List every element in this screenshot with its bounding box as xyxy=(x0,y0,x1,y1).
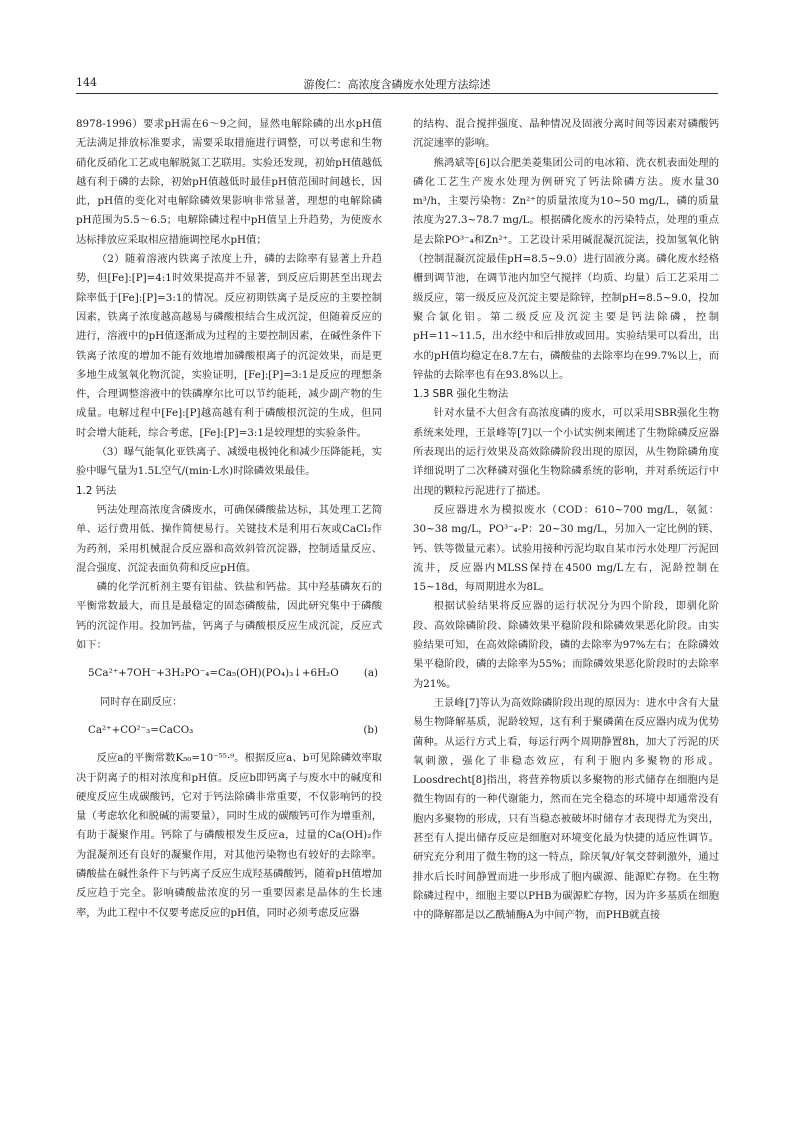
equation-a-text: 5Ca²⁺+7OH⁻+3H₂PO⁻₄=Ca₅(OH)(PO₄)₃↓+6H₂O xyxy=(88,667,339,680)
paragraph: 钙法处理高浓度含磷废水，可确保磷酸盐达标，其处理工艺简单、运行费用低、操作简便易行。关键技术是利用石灰或CaCl₂作为药剂，采用机械混合反应器和高效斜管沉淀器，控制适量反应、混合强度、沉淀表面负荷和反应pH值。 xyxy=(76,503,382,574)
paragraph: 的结构、混合搅拌强度、晶种情况及固液分离时间等因素对磷酸钙沉淀速率的影响。 xyxy=(413,118,719,150)
paragraph: 熊鸿斌等[6]以合肥美菱集团公司的电冰箱、洗衣机表面处理的磷化工艺生产废水处理为例研究了钙法除磷方法。废水量30 m³/h，主要污染物：Zn²⁺的质量浓度为10~50 mg/L，磷的质量浓度为27.3~78.7 mg/L。根据磷化废水的污染特点，处理的重点是去除PO³⁻₄和Zn²⁺。工艺设计采用碱混凝沉淀法，投加氢氧化钠（控制混凝沉淀最佳pH=8.5~9.0）进行固液分离。磷化废水经格栅到调节池，在调节池内加空气搅拌（均质、均量）后工艺采用二级反应，第一级反应及沉淀主要是除锌，控制pH=8.5~9.0，投加聚合氯化铝。第二级反应及沉淀主要是钙法除磷，控制pH=11~11.5，出水经中和后排放或回用。实验结果可以看出，出水的pH值均稳定在8.7左右，磷酸盐的去除率均在99.7%以上，而锌盐的去除率也有在93.8%以上。 xyxy=(413,156,719,381)
running-title: 游俊仁：高浓度含磷废水处理方法综述 xyxy=(303,78,491,91)
equation-b xyxy=(88,721,382,740)
page-header xyxy=(76,72,718,92)
paragraph: 磷的化学沉析剂主要有铝盐、铁盐和钙盐。其中羟基磷灰石的平衡常数最大，而且是最稳定的固态磷酸盐，因此研究集中于磷酸钙的沉淀作用。投加钙盐，钙离子与磷酸根反应生成沉淀，反应式如下： xyxy=(76,581,382,652)
paragraph: 8978-1996）要求pH需在6～9之间，显然电解除磷的出水pH值无法满足排放标准要求，需要采取措施进行调整，可以考虑和生物硝化反硝化工艺或电解脱氮工艺联用。实验还发现，初始pH值越低越有利于磷的去除，初始pH值越低时最佳pH值范围时间越长，因此，pH值的变化对电解除磷效果影响非常显著，理想的电解除磷pH范围为5.5～6.5；电解除磷过程中pH值呈上升趋势，为使废水达标排放应采取相应措施调控尾水pH值； xyxy=(76,118,382,246)
paragraph: （3）曝气能氧化亚铁离子、减缓电极钝化和减少压降能耗，实验中曝气量为1.5L空气/(min·L水)时除磷效果最佳。 xyxy=(76,446,382,478)
header-rule xyxy=(76,93,718,94)
right-column xyxy=(413,115,719,1100)
equation-a xyxy=(88,664,382,683)
page-number: 144 xyxy=(76,76,97,89)
equation-a-number: (a) xyxy=(363,667,378,680)
equation-b-text: Ca²⁺+CO²⁻₃=CaCO₃ xyxy=(88,723,194,736)
equation-b-number: (b) xyxy=(363,723,378,736)
paragraph: 反应器进水为模拟废水（COD：610~700 mg/L，氨氮：30~38 mg/L，PO³⁻₄-P：20~30 mg/L，另加入一定比例的镁、钙、铁等微量元素）。试验用接种污泥均取自某市污水处理厂污泥回流井，反应器内MLSS保持在4500 mg/L左右，泥龄控制在15~18d，每周期进水为8L。 xyxy=(413,503,719,594)
paragraph: 根据试验结果将反应器的运行状况分为四个阶段，即驯化阶段、高效除磷阶段、除磷效果平稳阶段和除磷效果恶化阶段。由实验结果可知，在高效除磷阶段，磷的去除率为97%左右；在除磷效果平稳阶段，磷的去除率为55%；而除磷效果恶化阶段时的去除率为21%。 xyxy=(413,600,719,690)
paragraph: 反应a的平衡常数K₅₀=10⁻⁵⁵·⁹。根据反应a、b可见除磷效率取决于阴离子的相对浓度和pH值。反应b即钙离子与废水中的碱度和硬度反应生成碳酸钙，它对于钙法除磷非常重要，不仅影响钙的投量（考虑软化和脱碱的需要量），同时生成的碳酸钙可作为增重剂，有助于凝聚作用。钙除了与磷酸根发生反应a，过量的Ca(OH)₂作为混凝剂还有良好的凝聚作用，对其他污染物也有较好的去除率。磷酸盐在碱性条件下与钙离子反应生成羟基磷酸钙，随着pH值增加反应趋于完全。影响磷酸盐浓度的另一重要因素是晶体的生长速率，为此工程中不仅要考虑反应的pH值，同时必须考虑反应器 xyxy=(76,752,382,919)
side-reaction-label: 同时存在副反应： xyxy=(100,695,183,708)
section-heading: 1.3 SBR 强化生物法 xyxy=(413,388,509,401)
paragraph: 针对水量不大但含有高浓度磷的废水，可以采用SBR强化生物系统来处理，王景峰等[7]以一个小试实例来阐述了生物除磷反应器所表现出的运行效果及高效除磷阶段出现的原因，从生物除磷角度详细说明了二次释磷对强化生物除磷系统的影响，并对系统运行中出现的颗粒污泥进行了描述。 xyxy=(413,407,719,497)
section-heading: 1.2 钙法 xyxy=(76,484,117,497)
left-column xyxy=(76,115,382,1100)
paragraph: （2）随着溶液内铁离子浓度上升，磷的去除率有显著上升趋势，但[Fe]:[P]=4:1时效果提高并不显著，到反应后期甚至出现去除率低于[Fe]:[P]=3:1的情况。反应初期铁离子是反应的主要控制因素，铁离子浓度越高越易与磷酸根结合生成沉淀，但随着反应的进行，溶液中的pH值逐渐成为过程的主要控制因素，在碱性条件下铁离子浓度的增加不能有效地增加磷酸根离子的沉淀效果，而是更多地生成氢氧化物沉淀，实验证明，[Fe]:[P]=3:1是反应的理想条件，合理调整溶液中的铁磷摩尔比可以节约能耗，减少副产物的生成量。电解过程中[Fe]:[P]越高越有利于磷酸根沉淀的生成，但同时会增大能耗，综合考虑，[Fe]:[P]=3:1是较理想的实验条件。 xyxy=(76,253,382,439)
paragraph: 王景峰[7]等认为高效除磷阶段出现的原因为：进水中含有大量易生物降解基质，泥龄较短，这有利于聚磷菌在反应器内成为优势菌种。从运行方式上看，每运行两个周期静置8h，加大了污泥的厌氧刺激，强化了非稳态效应，有利于胞内多聚物的形成。Loosdrecht[8]指出，将营养物质以多聚物的形式储存在细胞内是微生物固有的一种代谢能力，然而在完全稳态的环境中却通常没有胞内多聚物的形成，只有当稳态被破坏时储存才表现得尤为突出，甚至有人提出储存反应是细胞对环境变化最为快捷的适应性调节。研究充分利用了微生物的这一特点，除厌氧/好氧交替刺激外，通过排水后长时间静置而进一步形成了胞内碳源、能源贮存物。在生物除磷过程中，细胞主要以PHB为碳源贮存物，因为许多基质在细胞中的降解都是以乙酰辅酶A为中间产物，而PHB就直接 xyxy=(413,696,719,922)
